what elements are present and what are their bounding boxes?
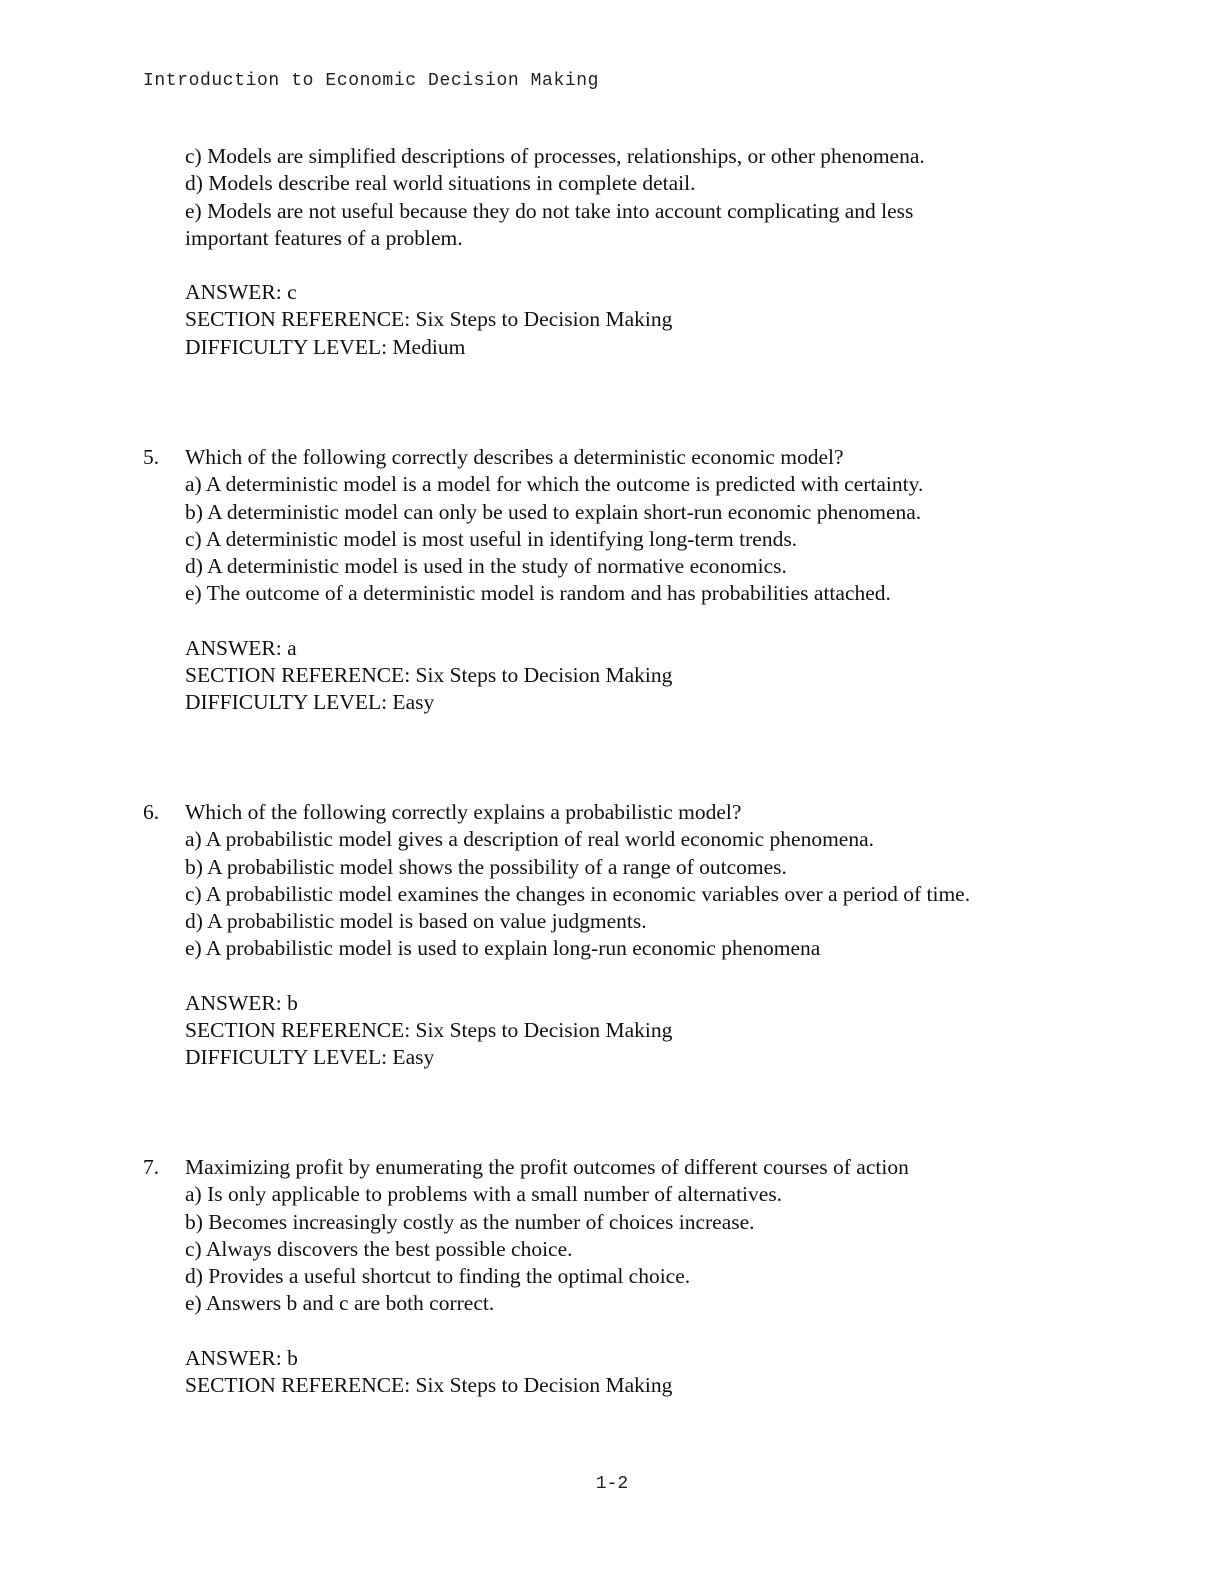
option-a: a) A probabilistic model gives a description of real world economic phenomena.: [185, 827, 874, 852]
question-6: [185, 799, 1085, 1072]
question-stem: Which of the following correctly describes a deterministic economic model?: [185, 445, 844, 469]
question-stem: Maximizing profit by enumerating the profit outcomes of different courses of action: [185, 1155, 909, 1179]
running-header: Introduction to Economic Decision Making: [143, 71, 600, 91]
difficulty-level: DIFFICULTY LEVEL: Easy: [185, 690, 435, 715]
answer: ANSWER: b: [185, 1345, 298, 1370]
option-c: c) Models are simplified descriptions of processes, relationships, or other phenomena.: [185, 144, 925, 168]
answer: ANSWER: b: [185, 990, 298, 1015]
question-7: [185, 1154, 1085, 1399]
difficulty-level: DIFFICULTY LEVEL: Easy: [185, 1045, 435, 1070]
option-e: e) A probabilistic model is used to explain long-run economic phenomena: [185, 936, 821, 961]
option-d: d) A deterministic model is used in the study of normative economics.: [185, 554, 787, 579]
section-reference: SECTION REFERENCE: Six Steps to Decision Making: [185, 663, 673, 688]
option-c: c) Always discovers the best possible choice.: [185, 1236, 573, 1261]
question-number: 6.: [143, 800, 160, 824]
option-e-continuation: important features of a problem.: [185, 225, 463, 250]
option-e: e) The outcome of a deterministic model is random and has probabilities attached.: [185, 581, 891, 606]
section-reference: SECTION REFERENCE: Six Steps to Decision Making: [185, 307, 673, 332]
option-e: e) Answers b and c are both correct.: [185, 1291, 495, 1316]
section-reference: SECTION REFERENCE: Six Steps to Decision Making: [185, 1373, 673, 1398]
answer: ANSWER: c: [185, 280, 297, 305]
answer: ANSWER: a: [185, 635, 297, 660]
difficulty-level: DIFFICULTY LEVEL: Medium: [185, 334, 466, 359]
question-5: [185, 444, 1085, 717]
question-stem: Which of the following correctly explains a probabilistic model?: [185, 800, 742, 824]
option-c: c) A probabilistic model examines the changes in economic variables over a period of time.: [185, 881, 971, 906]
option-e: e) Models are not useful because they do not take into account complicating and less: [185, 198, 914, 223]
question-number: 5.: [143, 445, 160, 469]
option-d: d) Provides a useful shortcut to finding the optimal choice.: [185, 1264, 691, 1289]
option-a: a) Is only applicable to problems with a small number of alternatives.: [185, 1182, 783, 1207]
question-number: 7.: [143, 1155, 160, 1179]
option-b: b) A deterministic model can only be used to explain short-run economic phenomena.: [185, 499, 922, 524]
option-a: a) A deterministic model is a model for which the outcome is predicted with certainty.: [185, 472, 924, 497]
option-d: d) A probabilistic model is based on value judgments.: [185, 909, 647, 934]
continued-question: [185, 143, 1085, 361]
page-number: 1-2: [595, 1474, 629, 1494]
option-b: b) Becomes increasingly costly as the number of choices increase.: [185, 1209, 755, 1234]
section-reference: SECTION REFERENCE: Six Steps to Decision Making: [185, 1018, 673, 1043]
option-b: b) A probabilistic model shows the possibility of a range of outcomes.: [185, 854, 787, 879]
option-d: d) Models describe real world situations in complete detail.: [185, 171, 696, 196]
option-c: c) A deterministic model is most useful in identifying long-term trends.: [185, 526, 798, 551]
